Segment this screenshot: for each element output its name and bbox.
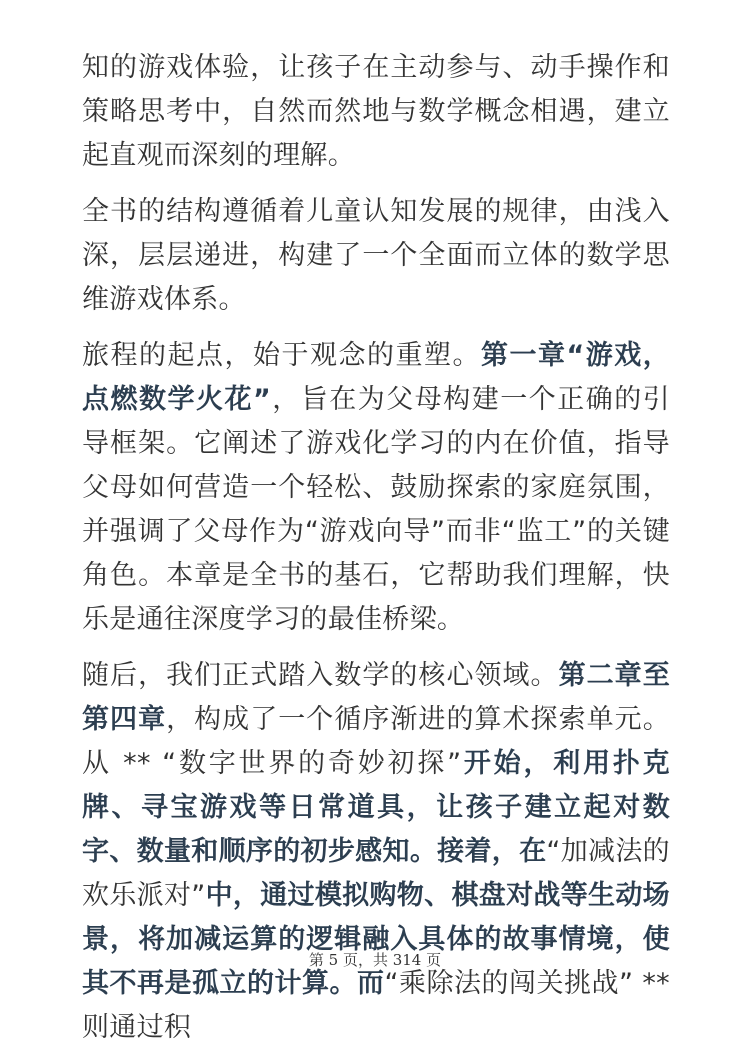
document-body <box>82 46 670 1062</box>
text-run: “乘除法的闯关挑战” **则通过积 <box>82 968 670 1043</box>
text-run: 全书的结构遵循着儿童认知发展的规律，由浅入深，层层递进，构建了一个全面而立体的数学思维游戏体系。 <box>82 196 670 315</box>
paragraph-1 <box>82 46 670 178</box>
bold-text-run: 中，通过模拟购物、棋盘对战等生动场景，将加减运算的逻辑融入具体的故事情境，使其不再是孤立的计算。而 <box>82 880 670 999</box>
text-run: “加减法的欢乐派对” <box>82 836 670 911</box>
paragraph-2 <box>82 190 670 322</box>
bold-text-run: 第二章至第四章 <box>82 660 670 735</box>
text-run: 知的游戏体验，让孩子在主动参与、动手操作和策略思考中，自然而然地与数学概念相遇，建立起直观而深刻的理解。 <box>82 52 670 171</box>
bold-text-run: 第一章“游戏，点燃数学火花” <box>82 340 670 415</box>
text-run: 旅程的起点，始于观念的重塑。 <box>82 340 481 371</box>
paragraph-3 <box>82 334 670 642</box>
bold-text-run: 开始，利用扑克牌、寻宝游戏等日常道具，让孩子建立起对数字、数量和顺序的初步感知。接着，在 <box>82 748 670 867</box>
text-run: 随后，我们正式踏入数学的核心领域。 <box>82 660 559 691</box>
page-number-footer: 第 5 页，共 314 页 <box>308 951 442 969</box>
text-run: ，构成了一个循序渐进的算术探索单元。从 ** “数字世界的奇妙初探” <box>82 704 670 779</box>
paragraph-4 <box>82 654 670 1050</box>
text-run: ，旨在为父母构建一个正确的引导框架。它阐述了游戏化学习的内在价值，指导父母如何营造一个轻松、鼓励探索的家庭氛围，并强调了父母作为“游戏向导”而非“监工”的关键角色。本章是全书的基石，它帮助我们理解，快乐是通往深度学习的最佳桥梁。 <box>82 384 670 635</box>
